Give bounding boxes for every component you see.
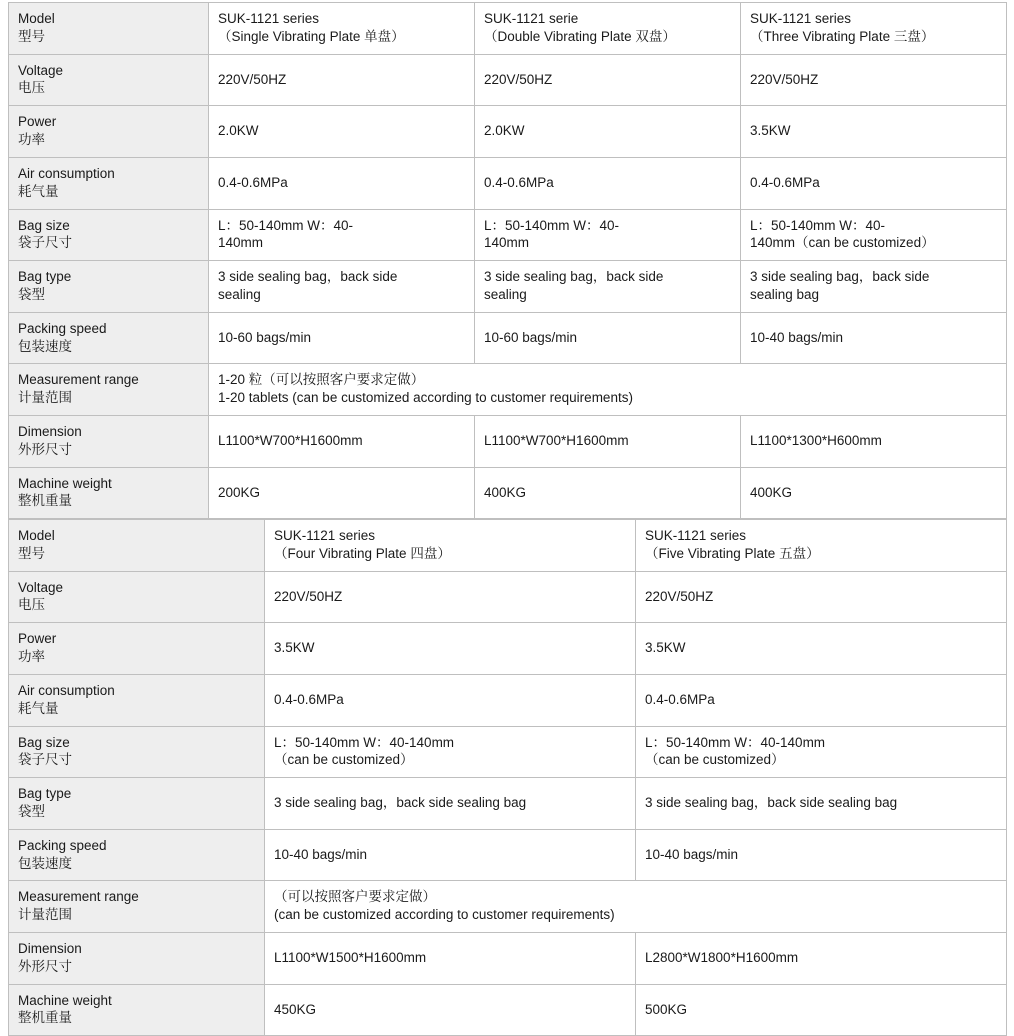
- value-single-plate-bag-type: [209, 261, 475, 313]
- value-line: 10-40 bags/min: [750, 329, 844, 345]
- value-double-plate-model: [475, 3, 741, 55]
- row-label-cn: 电压: [18, 80, 45, 96]
- row-label-en: Dimension: [18, 941, 82, 956]
- value-line: L1100*W700*H1600mm: [484, 432, 629, 448]
- value-line: L2800*W1800*H1600mm: [645, 949, 799, 965]
- value-four-plate-speed: [265, 829, 636, 881]
- row-label-model: [9, 520, 265, 572]
- table-row: [9, 157, 1007, 209]
- table-row: [9, 364, 1007, 416]
- row-label-cn: 外形尺寸: [18, 958, 72, 974]
- row-label-cn: 型号: [18, 545, 45, 561]
- value-single-plate-dimension: [209, 416, 475, 468]
- value-line: SUK-1121 series: [645, 528, 747, 543]
- row-label-en: Machine weight: [18, 475, 112, 491]
- value-line: 2.0KW: [218, 123, 259, 139]
- row-label-en: Bag type: [18, 269, 72, 285]
- value-line: 3 side sealing bag，back side sealing bag: [645, 795, 898, 811]
- row-label-cn: 电压: [18, 597, 45, 613]
- value-line: （Five Vibrating Plate 五盘）: [645, 545, 820, 561]
- value-line: 3 side sealing bag，back side: [484, 269, 664, 285]
- row-label-machine-weight: [9, 984, 265, 1036]
- value-three-plate-dimension: [741, 416, 1007, 468]
- value-four-plate-bag-size: [265, 726, 636, 778]
- table-row: [9, 829, 1007, 881]
- value-three-plate-power: [741, 106, 1007, 158]
- value-single-plate-weight: [209, 467, 475, 519]
- row-label-air-consumption: [9, 157, 209, 209]
- table-row: [9, 881, 1007, 933]
- value-line: 0.4-0.6MPa: [218, 174, 288, 190]
- value-line: 3 side sealing bag，back side: [218, 269, 398, 285]
- value-line: sealing: [484, 286, 527, 302]
- row-label-en: Bag size: [18, 734, 70, 750]
- value-line: 200KG: [218, 484, 261, 500]
- table-row: [9, 571, 1007, 623]
- value-three-plate-bag-size: [741, 209, 1007, 261]
- row-label-bag-type: [9, 778, 265, 830]
- row-label-en: Power: [18, 114, 57, 130]
- row-label-cn: 袋子尺寸: [18, 752, 72, 768]
- value-line: 10-40 bags/min: [274, 846, 368, 862]
- value-double-plate-power: [475, 106, 741, 158]
- value-three-plate-weight: [741, 467, 1007, 519]
- value-line: （Double Vibrating Plate 双盘）: [484, 28, 676, 44]
- value-line: 500KG: [645, 1001, 688, 1017]
- table-row: [9, 312, 1007, 364]
- value-line: 3.5KW: [750, 123, 791, 139]
- value-line: L：50-140mm W：40-: [484, 217, 620, 233]
- value-five-plate-voltage: [636, 571, 1007, 623]
- row-label-packing-speed: [9, 829, 265, 881]
- value-line: L1100*W700*H1600mm: [218, 432, 363, 448]
- value-line: 0.4-0.6MPa: [484, 174, 554, 190]
- value-line: SUK-1121 series: [274, 528, 376, 543]
- value-four-plate-power: [265, 623, 636, 675]
- value-line: sealing: [218, 286, 261, 302]
- value-five-plate-power: [636, 623, 1007, 675]
- row-label-en: Voltage: [18, 579, 64, 595]
- value-single-plate-air: [209, 157, 475, 209]
- value-line: 3.5KW: [645, 640, 686, 656]
- row-label-cn: 功率: [18, 132, 45, 148]
- value-line: SUK-1121 series: [218, 11, 320, 26]
- single-to-three-plate-spec-table: [8, 2, 1007, 519]
- row-label-cn: 袋子尺寸: [18, 235, 72, 251]
- row-label-power: [9, 106, 209, 158]
- value-line: 3 side sealing bag，back side sealing bag: [274, 795, 527, 811]
- row-label-cn: 功率: [18, 649, 45, 665]
- value-line: 1-20 粒（可以按照客户要求定做）: [218, 372, 425, 388]
- row-label-bag-size: [9, 726, 265, 778]
- value-four-plate-dimension: [265, 933, 636, 985]
- value-double-plate-dimension: [475, 416, 741, 468]
- value-double-plate-weight: [475, 467, 741, 519]
- row-label-en: Dimension: [18, 424, 82, 439]
- row-label-air-consumption: [9, 674, 265, 726]
- table-row: [9, 3, 1007, 55]
- value-single-plate-model: [209, 3, 475, 55]
- row-label-cn: 计量范围: [18, 390, 72, 406]
- row-label-en: Measurement range: [18, 372, 139, 388]
- spec-table-body: [9, 3, 1007, 519]
- value-five-plate-bag-size: [636, 726, 1007, 778]
- table-row: [9, 726, 1007, 778]
- value-line: 0.4-0.6MPa: [645, 691, 715, 707]
- value-three-plate-bag-type: [741, 261, 1007, 313]
- row-label-cn: 袋型: [18, 286, 45, 302]
- table-row: [9, 261, 1007, 313]
- row-label-bag-size: [9, 209, 209, 261]
- value-line: 10-40 bags/min: [645, 846, 739, 862]
- value-line: 140mm: [218, 235, 264, 251]
- row-label-cn: 袋型: [18, 803, 45, 819]
- table-row: [9, 416, 1007, 468]
- value-four-plate-bag-type: [265, 778, 636, 830]
- row-label-power: [9, 623, 265, 675]
- value-line: 220V/50HZ: [484, 71, 553, 87]
- row-label-dimension: [9, 933, 265, 985]
- row-label-cn: 计量范围: [18, 907, 72, 923]
- value-three-plate-voltage: [741, 54, 1007, 106]
- value-line: 400KG: [750, 484, 793, 500]
- value-measurement-range-merged: [209, 364, 1007, 416]
- value-four-plate-voltage: [265, 571, 636, 623]
- value-four-plate-weight: [265, 984, 636, 1036]
- value-line: 10-60 bags/min: [484, 329, 578, 345]
- row-label-voltage: [9, 54, 209, 106]
- row-label-en: Measurement range: [18, 889, 139, 905]
- row-label-en: Bag type: [18, 786, 72, 802]
- table-row: [9, 674, 1007, 726]
- row-label-en: Air consumption: [18, 682, 115, 698]
- value-line: 1-20 tablets (can be customized according to customer requirements): [218, 390, 633, 406]
- value-single-plate-power: [209, 106, 475, 158]
- row-label-bag-type: [9, 261, 209, 313]
- row-label-en: Power: [18, 631, 57, 647]
- row-label-cn: 耗气量: [18, 700, 59, 716]
- value-line: 10-60 bags/min: [218, 329, 312, 345]
- value-line: (can be customized according to customer requirements): [274, 907, 615, 923]
- row-label-en: Packing speed: [18, 837, 107, 853]
- row-label-cn: 包装速度: [18, 855, 72, 871]
- value-line: 3.5KW: [274, 640, 315, 656]
- value-line: 400KG: [484, 484, 527, 500]
- value-five-plate-dimension: [636, 933, 1007, 985]
- four-to-five-plate-spec-table: [8, 519, 1007, 1036]
- row-label-en: Model: [18, 11, 55, 26]
- row-label-voltage: [9, 571, 265, 623]
- value-line: L：50-140mm W：40-140mm: [274, 734, 455, 750]
- table-row: [9, 933, 1007, 985]
- value-line: 450KG: [274, 1001, 317, 1017]
- value-five-plate-speed: [636, 829, 1007, 881]
- row-label-en: Bag size: [18, 217, 70, 233]
- value-line: L：50-140mm W：40-: [218, 217, 354, 233]
- row-label-measurement-range: [9, 881, 265, 933]
- value-five-plate-weight: [636, 984, 1007, 1036]
- value-double-plate-bag-size: [475, 209, 741, 261]
- value-line: 0.4-0.6MPa: [274, 691, 344, 707]
- row-label-en: Air consumption: [18, 165, 115, 181]
- row-label-cn: 耗气量: [18, 183, 59, 199]
- value-line: （可以按照客户要求定做）: [274, 889, 436, 905]
- value-line: 220V/50HZ: [274, 588, 343, 604]
- value-line: （Single Vibrating Plate 单盘）: [218, 28, 405, 44]
- row-label-cn: 整机重量: [18, 493, 72, 509]
- value-line: 0.4-0.6MPa: [750, 174, 820, 190]
- value-single-plate-voltage: [209, 54, 475, 106]
- row-label-dimension: [9, 416, 209, 468]
- value-double-plate-voltage: [475, 54, 741, 106]
- value-three-plate-speed: [741, 312, 1007, 364]
- table-row: [9, 778, 1007, 830]
- row-label-en: Machine weight: [18, 992, 112, 1008]
- row-label-packing-speed: [9, 312, 209, 364]
- table-row: [9, 984, 1007, 1036]
- row-label-en: Voltage: [18, 62, 64, 78]
- value-line: 220V/50HZ: [645, 588, 714, 604]
- value-line: 140mm: [484, 235, 530, 251]
- table-row: [9, 467, 1007, 519]
- value-line: sealing bag: [750, 286, 820, 302]
- row-label-measurement-range: [9, 364, 209, 416]
- row-label-cn: 包装速度: [18, 338, 72, 354]
- row-label-cn: 型号: [18, 28, 45, 44]
- value-line: （Four Vibrating Plate 四盘）: [274, 545, 451, 561]
- table-row: [9, 209, 1007, 261]
- value-line: 3 side sealing bag，back side: [750, 269, 930, 285]
- value-three-plate-model: [741, 3, 1007, 55]
- value-line: （can be customized）: [274, 752, 414, 768]
- value-five-plate-model: [636, 520, 1007, 572]
- row-label-cn: 整机重量: [18, 1010, 72, 1026]
- value-single-plate-bag-size: [209, 209, 475, 261]
- value-line: 140mm（can be customized）: [750, 235, 935, 251]
- value-line: SUK-1121 series: [750, 11, 852, 26]
- table-row: [9, 106, 1007, 158]
- value-line: 220V/50HZ: [218, 71, 287, 87]
- spec-table-body: [9, 520, 1007, 1036]
- value-line: （Three Vibrating Plate 三盘）: [750, 28, 935, 44]
- value-line: L：50-140mm W：40-140mm: [645, 734, 826, 750]
- value-double-plate-air: [475, 157, 741, 209]
- value-line: L：50-140mm W：40-: [750, 217, 886, 233]
- row-label-machine-weight: [9, 467, 209, 519]
- value-line: SUK-1121 serie: [484, 11, 579, 26]
- value-measurement-range-merged: [265, 881, 1007, 933]
- value-double-plate-speed: [475, 312, 741, 364]
- value-line: 2.0KW: [484, 123, 525, 139]
- value-five-plate-bag-type: [636, 778, 1007, 830]
- row-label-en: Packing speed: [18, 320, 107, 336]
- value-four-plate-model: [265, 520, 636, 572]
- value-line: L1100*W1500*H1600mm: [274, 949, 427, 965]
- table-row: [9, 54, 1007, 106]
- value-line: L1100*1300*H600mm: [750, 432, 882, 448]
- value-double-plate-bag-type: [475, 261, 741, 313]
- table-row: [9, 520, 1007, 572]
- value-single-plate-speed: [209, 312, 475, 364]
- row-label-model: [9, 3, 209, 55]
- row-label-cn: 外形尺寸: [18, 441, 72, 457]
- row-label-en: Model: [18, 528, 55, 543]
- value-five-plate-air: [636, 674, 1007, 726]
- value-four-plate-air: [265, 674, 636, 726]
- value-three-plate-air: [741, 157, 1007, 209]
- table-row: [9, 623, 1007, 675]
- value-line: 220V/50HZ: [750, 71, 819, 87]
- value-line: （can be customized）: [645, 752, 785, 768]
